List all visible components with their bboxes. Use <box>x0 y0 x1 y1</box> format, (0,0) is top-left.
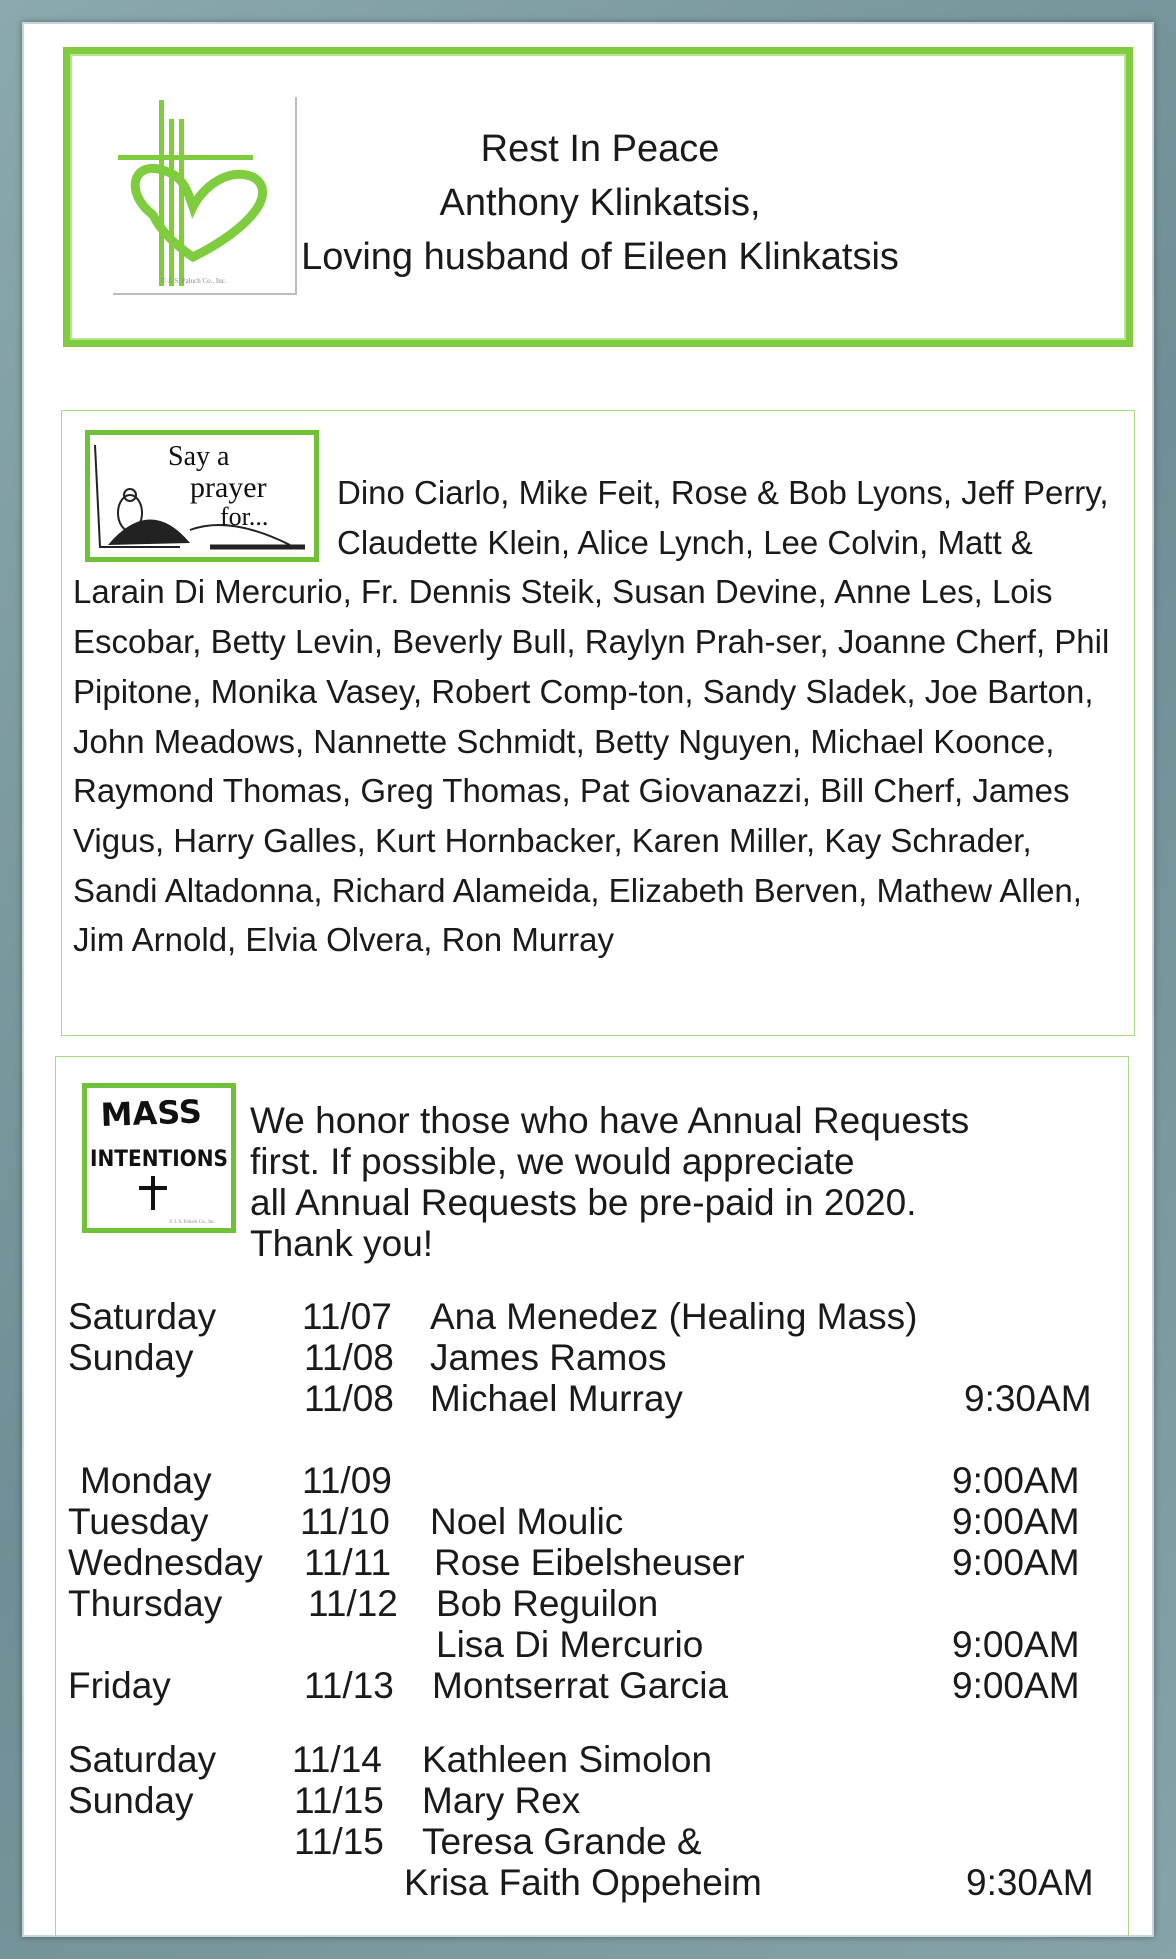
schedule-date: 11/13 <box>304 1665 394 1706</box>
prayer-names <box>73 468 1123 965</box>
schedule-day: Thursday <box>68 1583 223 1624</box>
schedule-name: James Ramos <box>430 1337 667 1378</box>
schedule-date: 11/07 <box>302 1296 392 1337</box>
mass-intentions-logo <box>82 1083 236 1233</box>
rip-deceased-name: Anthony Klinkatsis, <box>439 182 761 224</box>
schedule-time: 9:00AM <box>952 1542 1080 1583</box>
schedule-day: Wednesday <box>68 1542 263 1583</box>
schedule-day: Saturday <box>68 1739 217 1780</box>
schedule-time: 9:00AM <box>952 1665 1080 1706</box>
schedule-date: 11/14 <box>292 1739 382 1780</box>
intro-line: all Annual Requests be pre-paid in 2020. <box>250 1182 917 1223</box>
schedule-name: Montserrat Garcia <box>432 1665 729 1706</box>
schedule-time: 9:00AM <box>952 1460 1080 1501</box>
schedule-name: Mary Rex <box>422 1780 581 1821</box>
intro-line: Thank you! <box>250 1223 434 1264</box>
intro-line: first. If possible, we would appreciate <box>250 1141 855 1182</box>
mass-intro-text <box>250 1100 1110 1264</box>
svg-text:for...: for... <box>220 502 269 531</box>
svg-text:INTENTIONS: INTENTIONS <box>90 1147 228 1172</box>
schedule-day: Monday <box>80 1460 212 1501</box>
schedule-name: Teresa Grande & <box>422 1821 702 1862</box>
svg-text:MASS: MASS <box>99 1092 203 1134</box>
rip-heading: Rest In Peace <box>480 128 720 170</box>
schedule-day: Sunday <box>68 1780 194 1821</box>
schedule-date: 11/10 <box>300 1501 390 1542</box>
schedule-name: Ana Menedez (Healing Mass) <box>430 1296 918 1337</box>
schedule-day: Saturday <box>68 1296 217 1337</box>
schedule-name: Bob Reguilon <box>436 1583 659 1624</box>
svg-text:© J. S. Paluch Co., Inc.: © J. S. Paluch Co., Inc. <box>161 277 227 285</box>
schedule-date: 11/15 <box>294 1821 384 1862</box>
schedule-name: Rose Eibelsheuser <box>434 1542 745 1583</box>
schedule-day: Friday <box>68 1665 171 1706</box>
schedule-date: 11/09 <box>302 1460 392 1501</box>
rip-notice <box>250 122 950 284</box>
prayer-names-text: Dino Ciarlo, Mike Feit, Rose & Bob Lyons, Jeff Perry, Claudette Klein, Alice Lynch, Lee Colvin, Matt & Larain Di Mercurio, Fr. Dennis Steik, Susan Devine, Anne Les, Lois Escobar, Betty Levin, Beverly Bull, Raylyn Prah-ser, Joanne Cherf, Phil Pipitone, Monika Vasey, Robert Comp-ton, Sandy Sladek, Joe Barton, John Meadows, Nannette Schmidt, Betty Nguyen, Michael Koonce, Raymond Thomas, Greg Thomas, Pat Giovanazzi, Bill Cherf, James Vigus, Harry Galles, Kurt Hornbacker, Karen Miller, Kay Schrader, Sandi Altadonna, Richard Alameida, Elizabeth Berven, Mathew Allen, Jim Arnold, Elvia Olvera, Ron Murray <box>73 474 1110 959</box>
schedule-time: 9:30AM <box>966 1862 1094 1903</box>
schedule-time: 9:00AM <box>952 1624 1080 1665</box>
schedule-date: 11/11 <box>304 1542 392 1583</box>
intro-line: We honor those who have Annual Requests <box>250 1100 970 1141</box>
svg-text:prayer: prayer <box>190 471 267 504</box>
schedule-name: Kathleen Simolon <box>422 1739 713 1780</box>
rip-relationship: Loving husband of Eileen Klinkatsis <box>301 236 899 278</box>
schedule-day: Tuesday <box>68 1501 209 1542</box>
schedule-date: 11/15 <box>294 1780 384 1821</box>
svg-text:Say a: Say a <box>168 441 230 472</box>
schedule-date: 11/08 <box>304 1378 394 1419</box>
schedule-time: 9:30AM <box>964 1378 1092 1419</box>
logo-spacer <box>73 468 337 563</box>
schedule-name: Noel Moulic <box>430 1501 624 1542</box>
schedule-date: 11/08 <box>304 1337 394 1378</box>
svg-text:© J. S. Paluch Co., Inc.: © J. S. Paluch Co., Inc. <box>169 1220 216 1225</box>
schedule-day: Sunday <box>68 1337 194 1378</box>
schedule-name: Krisa Faith Oppeheim <box>404 1862 762 1903</box>
schedule-time: 9:00AM <box>952 1501 1080 1542</box>
schedule-name: Michael Murray <box>430 1378 683 1419</box>
schedule-date: 11/12 <box>308 1583 398 1624</box>
schedule-name: Lisa Di Mercurio <box>436 1624 704 1665</box>
